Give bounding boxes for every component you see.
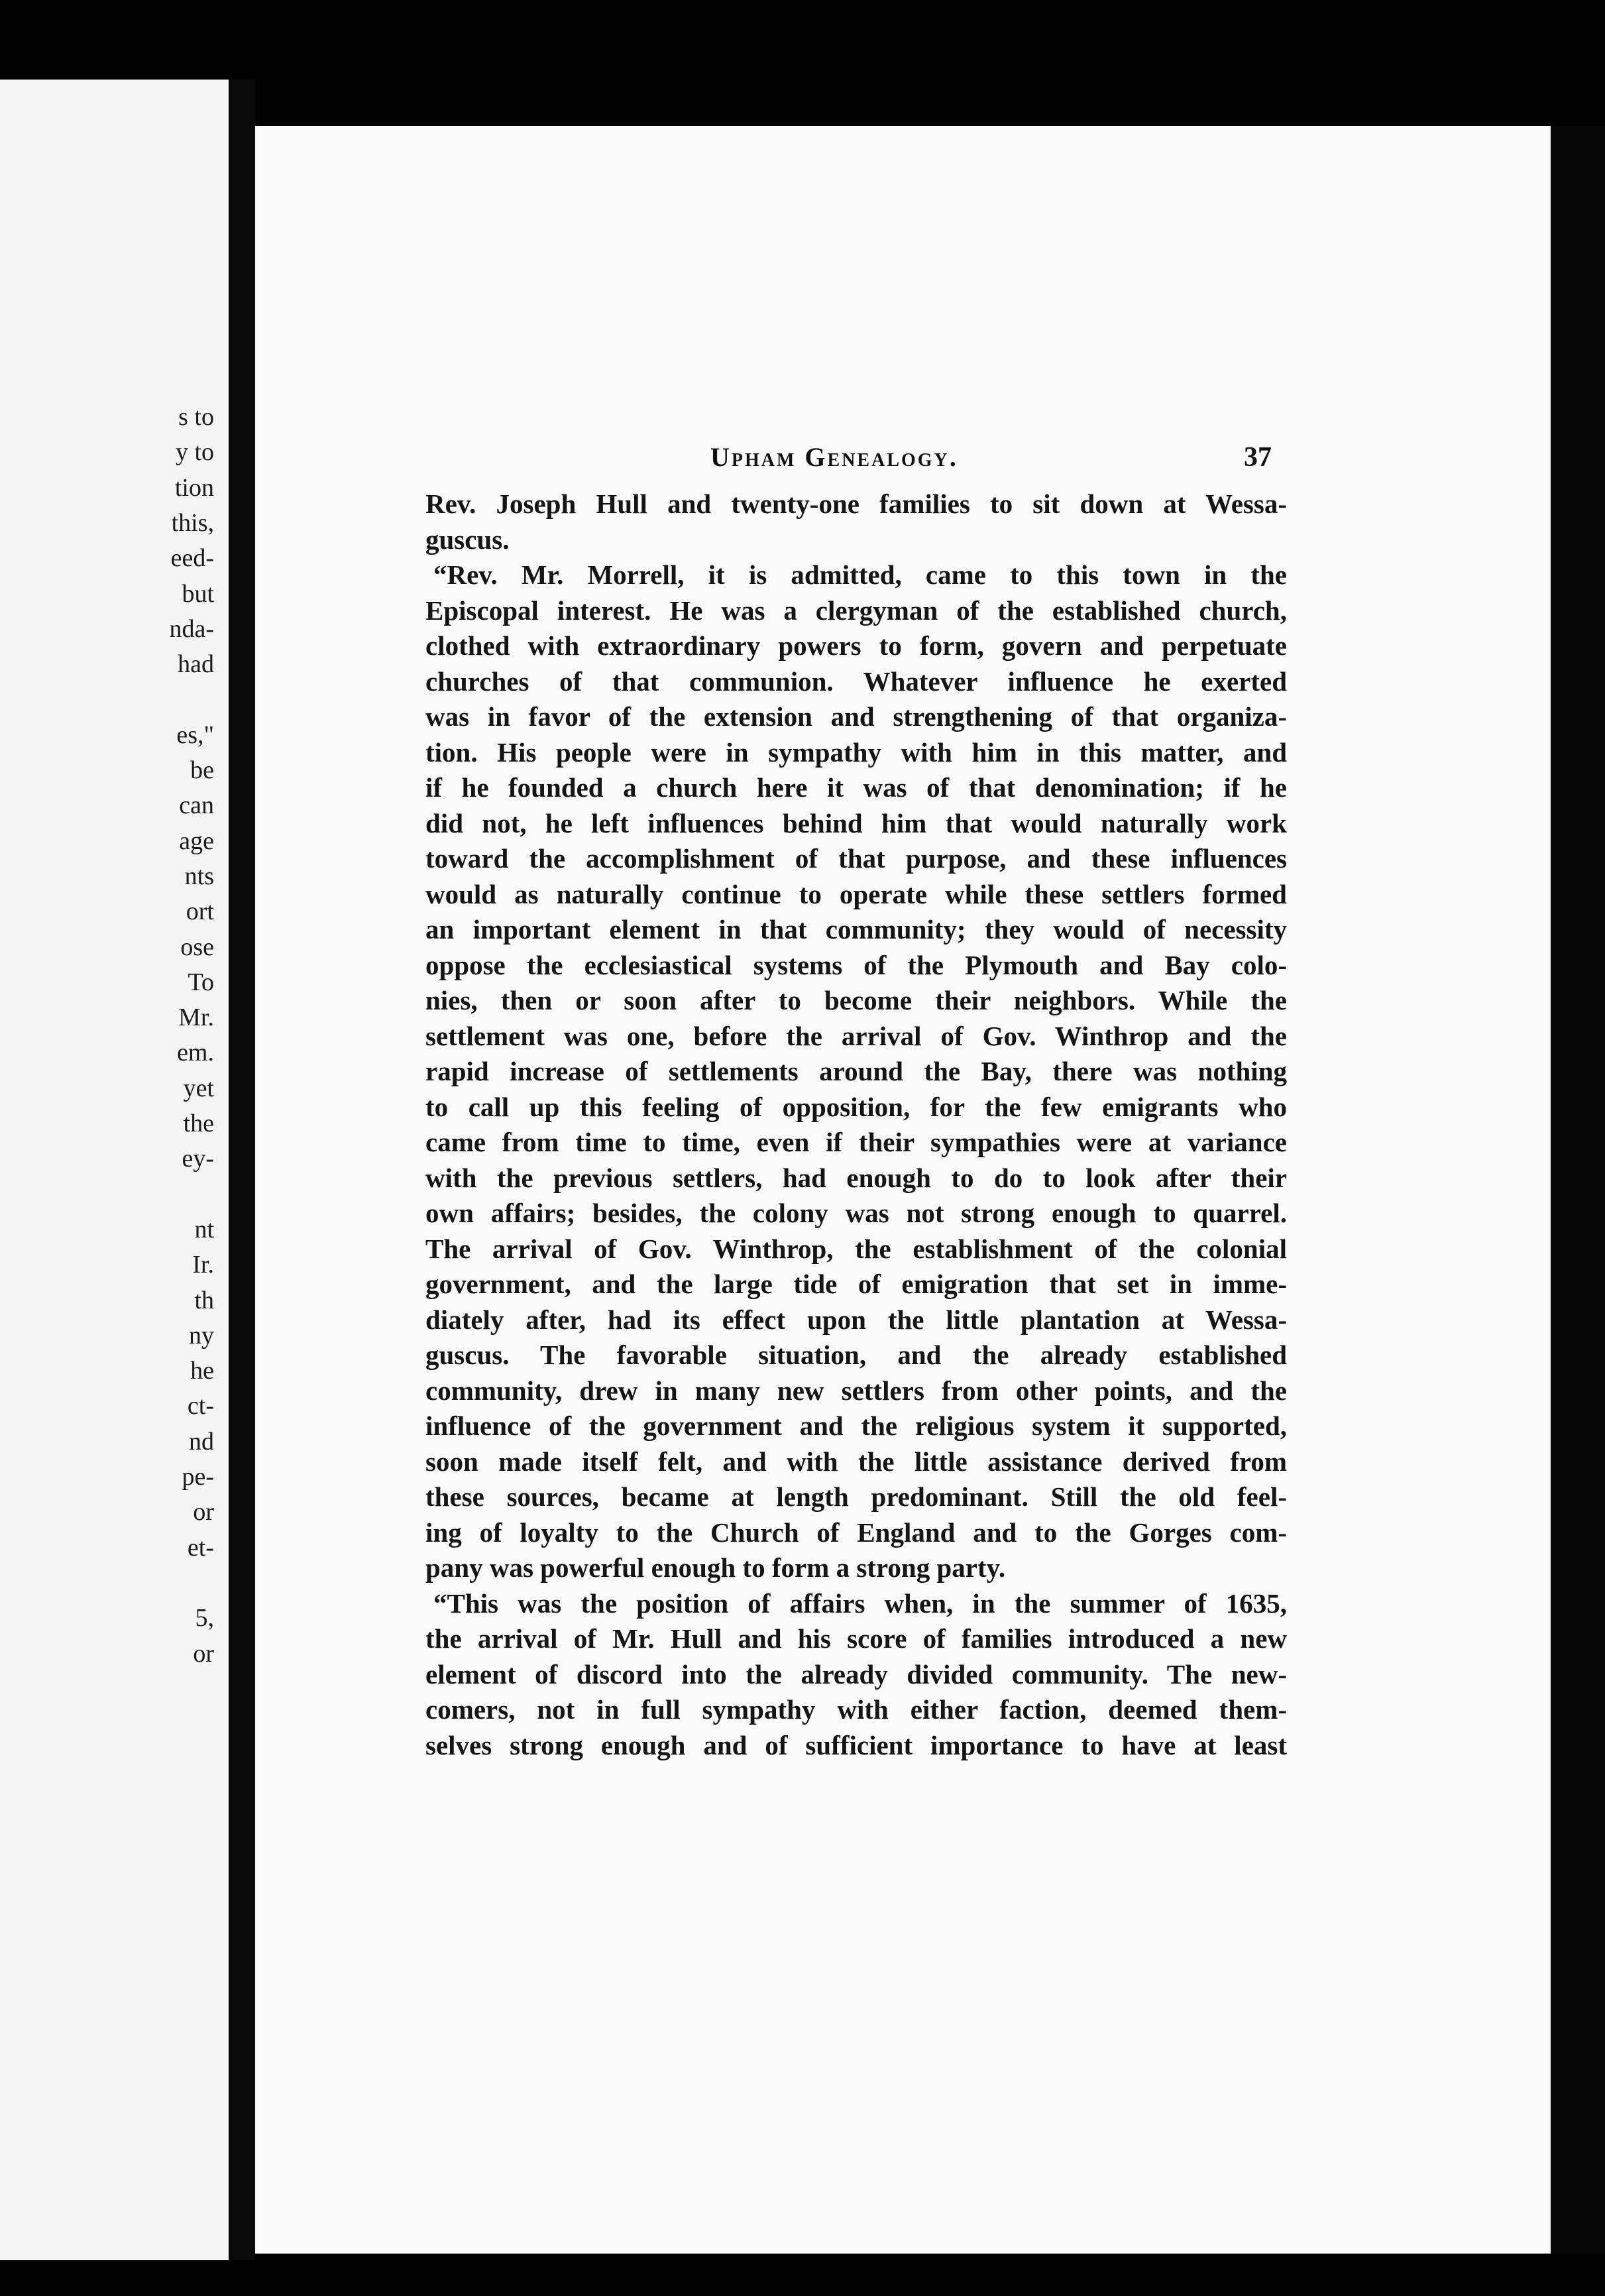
facing-page-line-fragment: y to — [175, 438, 214, 467]
facing-page-line-fragment: pe- — [182, 1463, 214, 1491]
text-line: rapid increase of settlements around the Bay, there was nothing — [425, 1056, 1287, 1086]
facing-page-left — [0, 80, 229, 2260]
text-line: own affairs; besides, the colony was not strong enough to quarrel. — [425, 1198, 1287, 1228]
text-line: the arrival of Mr. Hull and his score of families introduced a new — [425, 1623, 1287, 1654]
text-line: “This was the position of affairs when, in the summer of 1635, — [433, 1587, 1287, 1619]
facing-page-line-fragment: he — [190, 1357, 214, 1385]
facing-page-line-fragment: or — [193, 1498, 214, 1526]
facing-page-line-fragment: age — [179, 827, 214, 855]
text-line: government, and the large tide of emigration that set in imme- — [425, 1269, 1287, 1299]
text-line: these sources, became at length predominant. Still the old feel- — [425, 1481, 1287, 1512]
text-line: guscus. The favorable situation, and the already established — [425, 1340, 1287, 1370]
facing-page-line-fragment: 5, — [195, 1604, 214, 1633]
text-line: diately after, had its effect upon the little plantation at Wessa- — [425, 1304, 1287, 1335]
facing-page-line-fragment: Mr. — [178, 1004, 214, 1032]
text-line: settlement was one, before the arrival of Gov. Winthrop and the — [425, 1020, 1287, 1051]
text-line: would as naturally continue to operate while these settlers formed — [425, 878, 1287, 909]
facing-page-line-fragment: had — [178, 650, 214, 679]
text-line: was in favor of the extension and strengthening of that organiza- — [425, 701, 1287, 732]
text-line: if he founded a church here it was of that denomination; if he — [425, 772, 1287, 803]
page-edge — [1551, 126, 1605, 2254]
text-line: soon made itself felt, and with the little assistance derived from — [425, 1446, 1287, 1477]
page-number: 37 — [1244, 442, 1272, 473]
facing-page-line-fragment: Ir. — [192, 1251, 214, 1279]
facing-page-line-fragment: nts — [184, 862, 214, 890]
text-line: The arrival of Gov. Winthrop, the establishment of the colonial — [425, 1233, 1287, 1264]
book-gutter — [229, 80, 255, 2260]
facing-page-line-fragment: s to — [178, 403, 214, 431]
text-line: oppose the ecclesiastical systems of the Plymouth and Bay colo- — [425, 949, 1287, 980]
facing-page-line-fragment: be — [190, 756, 214, 784]
facing-page-line-fragment: this, — [171, 508, 214, 537]
facing-page-line-fragment: th — [194, 1286, 214, 1314]
body-text — [425, 487, 1287, 1763]
text-line: nies, then or soon after to become their neighbors. While the — [425, 985, 1287, 1015]
facing-page-line-fragment: the — [183, 1110, 214, 1137]
text-line: community, drew in many new settlers from other points, and the — [425, 1375, 1287, 1406]
text-line: pany was powerful enough to form a strong party. — [425, 1552, 1006, 1583]
text-line: churches of that communion. Whatever influence he exerted — [425, 665, 1287, 697]
page-header — [255, 441, 1551, 475]
text-line: ing of loyalty to the Church of England and to the Gorges com- — [425, 1517, 1287, 1548]
facing-page-line-fragment: eed- — [170, 544, 214, 573]
text-line: influence of the government and the religious system it supported, — [425, 1410, 1287, 1441]
facing-page-line-fragment: et- — [187, 1533, 214, 1562]
text-line: Episcopal interest. He was a clergyman of the established church, — [425, 595, 1287, 626]
facing-page-line-fragment: ey- — [182, 1145, 214, 1173]
facing-page-line-fragment: ct- — [187, 1392, 214, 1420]
text-line: selves strong enough and of sufficient importance to have at least — [425, 1729, 1287, 1760]
facing-page-line-fragment: ose — [180, 933, 214, 961]
text-line: an important element in that community; they would of necessity — [425, 914, 1287, 945]
text-line: “Rev. Mr. Morrell, it is admitted, came to this town in the — [433, 559, 1287, 590]
text-line: did not, he left influences behind him that would naturally work — [425, 807, 1287, 838]
facing-page-line-fragment: em. — [177, 1039, 214, 1067]
text-line: toward the accomplishment of that purpose, and these influences — [425, 843, 1287, 874]
text-line: to call up this feeling of opposition, for the few emigrants who — [425, 1091, 1287, 1122]
text-line: element of discord into the already divided community. The new- — [425, 1658, 1287, 1690]
facing-page-line-fragment: but — [182, 579, 214, 608]
text-line: comers, not in full sympathy with either faction, deemed them- — [425, 1694, 1287, 1725]
facing-page-line-fragment: es," — [176, 720, 214, 749]
facing-page-line-fragment: To — [188, 968, 214, 996]
facing-page-line-fragment: ny — [189, 1321, 214, 1349]
facing-page-line-fragment: yet — [183, 1074, 214, 1102]
running-title: Upham Genealogy. — [710, 442, 958, 472]
facing-page-line-fragment: can — [179, 791, 214, 820]
facing-page-line-fragment: nda- — [169, 614, 214, 643]
text-line: clothed with extraordinary powers to form, govern and perpetuate — [425, 630, 1287, 661]
book-page-right — [255, 126, 1551, 2254]
facing-page-line-fragment: ort — [186, 897, 214, 926]
text-line: Rev. Joseph Hull and twenty-one families to sit down at Wessa- — [425, 488, 1287, 519]
text-line: tion. His people were in sympathy with him in this matter, and — [425, 736, 1287, 768]
facing-page-line-fragment: or — [193, 1639, 214, 1668]
facing-page-line-fragment: tion — [174, 473, 214, 502]
text-line: came from time to time, even if their sympathies were at variance — [425, 1127, 1287, 1157]
text-line: guscus. — [425, 524, 510, 555]
facing-page-line-fragment: nt — [194, 1215, 214, 1243]
facing-page-line-fragment: nd — [189, 1427, 214, 1456]
text-line: with the previous settlers, had enough to do to look after their — [425, 1162, 1287, 1193]
